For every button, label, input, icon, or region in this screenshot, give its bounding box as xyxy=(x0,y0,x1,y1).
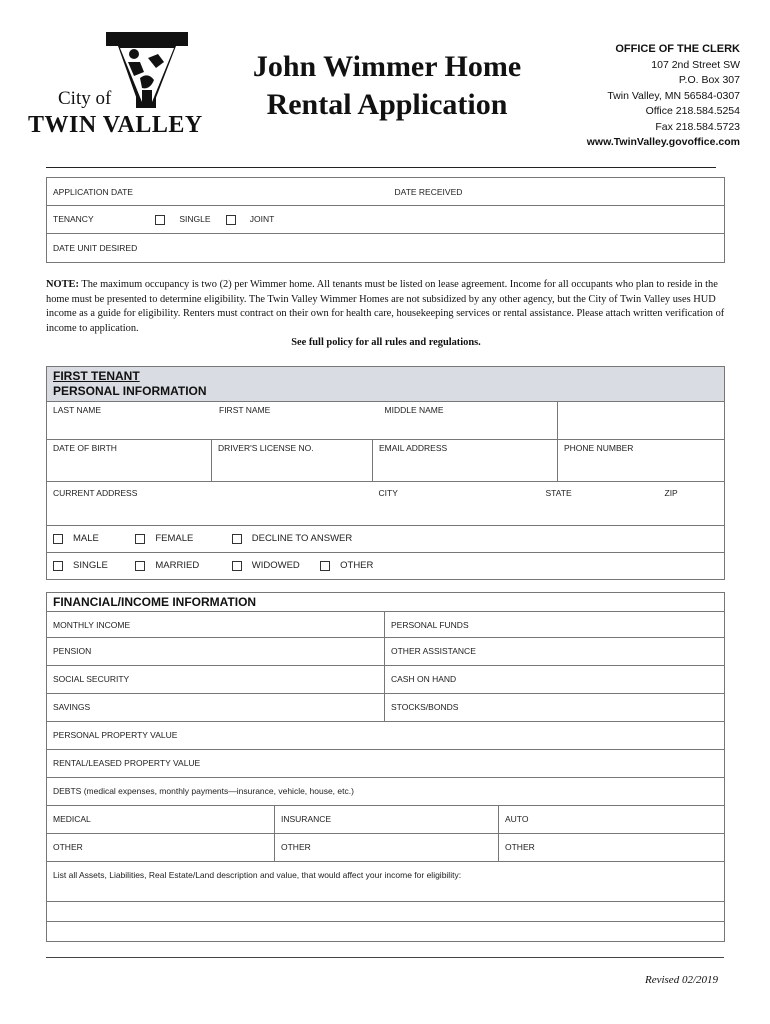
monthly-income-label: MONTHLY INCOME xyxy=(53,620,131,630)
decline-label: DECLINE TO ANSWER xyxy=(251,533,353,545)
personal-info-heading: PERSONAL INFORMATION xyxy=(53,384,207,398)
last-name-field[interactable] xyxy=(47,402,367,440)
city-name: TWIN VALLEY xyxy=(28,112,203,138)
dob-field[interactable] xyxy=(47,440,212,482)
dob-label: DATE OF BIRTH xyxy=(53,443,117,453)
savings-label: SAVINGS xyxy=(53,702,91,712)
first-tenant-header xyxy=(47,367,725,402)
title-line-2: Rental Application xyxy=(266,88,508,121)
footer-divider xyxy=(46,957,724,958)
application-date-label: APPLICATION DATE xyxy=(53,187,133,197)
website-link[interactable]: www.TwinValley.govoffice.com xyxy=(586,136,740,148)
first-tenant-table xyxy=(46,366,725,580)
date-received-label: DATE RECEIVED xyxy=(394,187,463,197)
debts-label: DEBTS (medical expenses, monthly payments—insurance, vehicle, house, etc.) xyxy=(53,786,354,796)
address-label: CURRENT ADDRESS xyxy=(53,488,138,498)
date-unit-field[interactable] xyxy=(47,234,725,263)
extra-name-field[interactable] xyxy=(558,402,725,440)
other-assistance-label: OTHER ASSISTANCE xyxy=(391,646,476,656)
first-name-label: FIRST NAME xyxy=(219,405,271,415)
assets-field[interactable] xyxy=(47,862,725,902)
rental-property-label: RENTAL/LEASED PROPERTY VALUE xyxy=(53,758,201,768)
phone-label: PHONE NUMBER xyxy=(564,443,634,453)
financial-header: FINANCIAL/INCOME INFORMATION xyxy=(47,593,725,612)
marital-row xyxy=(47,553,725,580)
joint-label: JOINT xyxy=(249,214,275,224)
po-box: P.O. Box 307 xyxy=(678,74,740,86)
auto-label: AUTO xyxy=(505,814,529,824)
last-name-label: LAST NAME xyxy=(53,405,102,415)
license-field[interactable] xyxy=(212,440,373,482)
personal-property-label: PERSONAL PROPERTY VALUE xyxy=(53,730,178,740)
license-label: DRIVER'S LICENSE NO. xyxy=(218,443,314,453)
single-status-label: SINGLE xyxy=(73,560,108,572)
other-debt-label-3: OTHER xyxy=(505,842,535,852)
male-label: MALE xyxy=(73,533,99,545)
email-field[interactable] xyxy=(373,440,558,482)
address-field[interactable] xyxy=(47,482,373,526)
other-debt-label-2: OTHER xyxy=(281,842,311,852)
monthly-income-field[interactable] xyxy=(47,612,385,638)
female-label: FEMALE xyxy=(155,533,194,545)
savings-field[interactable] xyxy=(47,694,385,722)
tenancy-label: TENANCY xyxy=(53,214,94,224)
other-debt-field-2[interactable] xyxy=(275,834,499,862)
zip-field[interactable] xyxy=(649,482,725,526)
other-assistance-field[interactable] xyxy=(385,638,725,666)
note-text: The maximum occupancy is two (2) per Wimmer home. All tenants must be listed on lease agreement. Income for all occupants who plan to reside in the home must be presented to determine eligibility. The Twin Valley Wimmer Homes are not subsidized by any other agency, but the City of Twin Valley uses HUD income as a guide for eligibility. Renters must contract on their own for health care, housekeeping services or rental assistance. Please attach written verification of income to application. xyxy=(46,279,725,334)
female-checkbox[interactable] xyxy=(135,534,145,544)
fax: Fax 218.584.5723 xyxy=(655,120,740,133)
personal-funds-field[interactable] xyxy=(385,612,725,638)
personal-property-field[interactable] xyxy=(47,722,725,750)
widowed-label: WIDOWED xyxy=(251,560,300,572)
application-date-field[interactable] xyxy=(47,178,395,206)
state-field[interactable] xyxy=(545,482,649,526)
note-label: NOTE: xyxy=(46,279,79,290)
office-phone: Office 218.584.5254 xyxy=(645,105,740,117)
first-tenant-heading: FIRST TENANT xyxy=(53,369,140,383)
single-status-checkbox[interactable] xyxy=(53,561,63,571)
city-of-text: City of xyxy=(58,88,112,109)
cash-on-hand-label: CASH ON HAND xyxy=(391,674,457,684)
other-debt-field-3[interactable] xyxy=(499,834,725,862)
auto-field[interactable] xyxy=(499,806,725,834)
rental-property-field[interactable] xyxy=(47,750,725,778)
state-label: STATE xyxy=(545,488,572,498)
date-received-field[interactable] xyxy=(395,178,725,206)
page-title xyxy=(232,48,542,124)
financial-table xyxy=(46,592,725,942)
email-label: EMAIL ADDRESS xyxy=(379,443,448,453)
stocks-bonds-field[interactable] xyxy=(385,694,725,722)
male-checkbox[interactable] xyxy=(53,534,63,544)
married-label: MARRIED xyxy=(155,560,200,572)
cash-on-hand-field[interactable] xyxy=(385,666,725,694)
other-debt-field-1[interactable] xyxy=(47,834,275,862)
zip-label: ZIP xyxy=(664,488,678,498)
header-divider xyxy=(46,167,716,168)
assets-line-2[interactable] xyxy=(47,902,725,922)
note-paragraph xyxy=(46,278,726,351)
phone-field[interactable] xyxy=(558,440,725,482)
middle-name-field[interactable] xyxy=(367,402,558,440)
other-status-checkbox[interactable] xyxy=(320,561,330,571)
revised-date: Revised 02/2019 xyxy=(644,974,718,986)
pension-field[interactable] xyxy=(47,638,385,666)
gender-row xyxy=(47,526,725,553)
tenancy-row xyxy=(47,206,725,234)
city-label: CITY xyxy=(378,488,398,498)
title-line-1: John Wimmer Home xyxy=(252,50,522,83)
married-checkbox[interactable] xyxy=(135,561,145,571)
single-checkbox[interactable] xyxy=(155,215,165,225)
assets-line-3[interactable] xyxy=(47,922,725,942)
debts-row xyxy=(47,778,725,806)
medical-field[interactable] xyxy=(47,806,275,834)
city-state: Twin Valley, MN 56584-0307 xyxy=(607,89,740,102)
decline-checkbox[interactable] xyxy=(232,534,242,544)
policy-text: See full policy for all rules and regulations. xyxy=(291,337,481,349)
date-unit-label: DATE UNIT DESIRED xyxy=(53,243,138,253)
city-field[interactable] xyxy=(373,482,558,526)
stocks-bonds-label: STOCKS/BONDS xyxy=(391,702,459,712)
widowed-checkbox[interactable] xyxy=(232,561,242,571)
application-table xyxy=(46,177,725,263)
clerk-address-block xyxy=(587,42,740,151)
joint-checkbox[interactable] xyxy=(226,215,236,225)
personal-funds-label: PERSONAL FUNDS xyxy=(391,620,469,630)
insurance-field[interactable] xyxy=(275,806,499,834)
single-label: SINGLE xyxy=(179,214,211,224)
assets-label: List all Assets, Liabilities, Real Estate/Land description and value, that would affect your income for eligibility: xyxy=(53,870,462,880)
office-heading: OFFICE OF THE CLERK xyxy=(615,43,740,55)
social-security-label: SOCIAL SECURITY xyxy=(53,674,130,684)
middle-name-label: MIDDLE NAME xyxy=(384,405,444,415)
social-security-field[interactable] xyxy=(47,666,385,694)
street: 107 2nd Street SW xyxy=(651,58,740,71)
insurance-label: INSURANCE xyxy=(281,814,332,824)
medical-label: MEDICAL xyxy=(53,814,91,824)
pension-label: PENSION xyxy=(53,646,92,656)
other-debt-label-1: OTHER xyxy=(53,842,83,852)
other-status-label: OTHER xyxy=(340,560,374,572)
